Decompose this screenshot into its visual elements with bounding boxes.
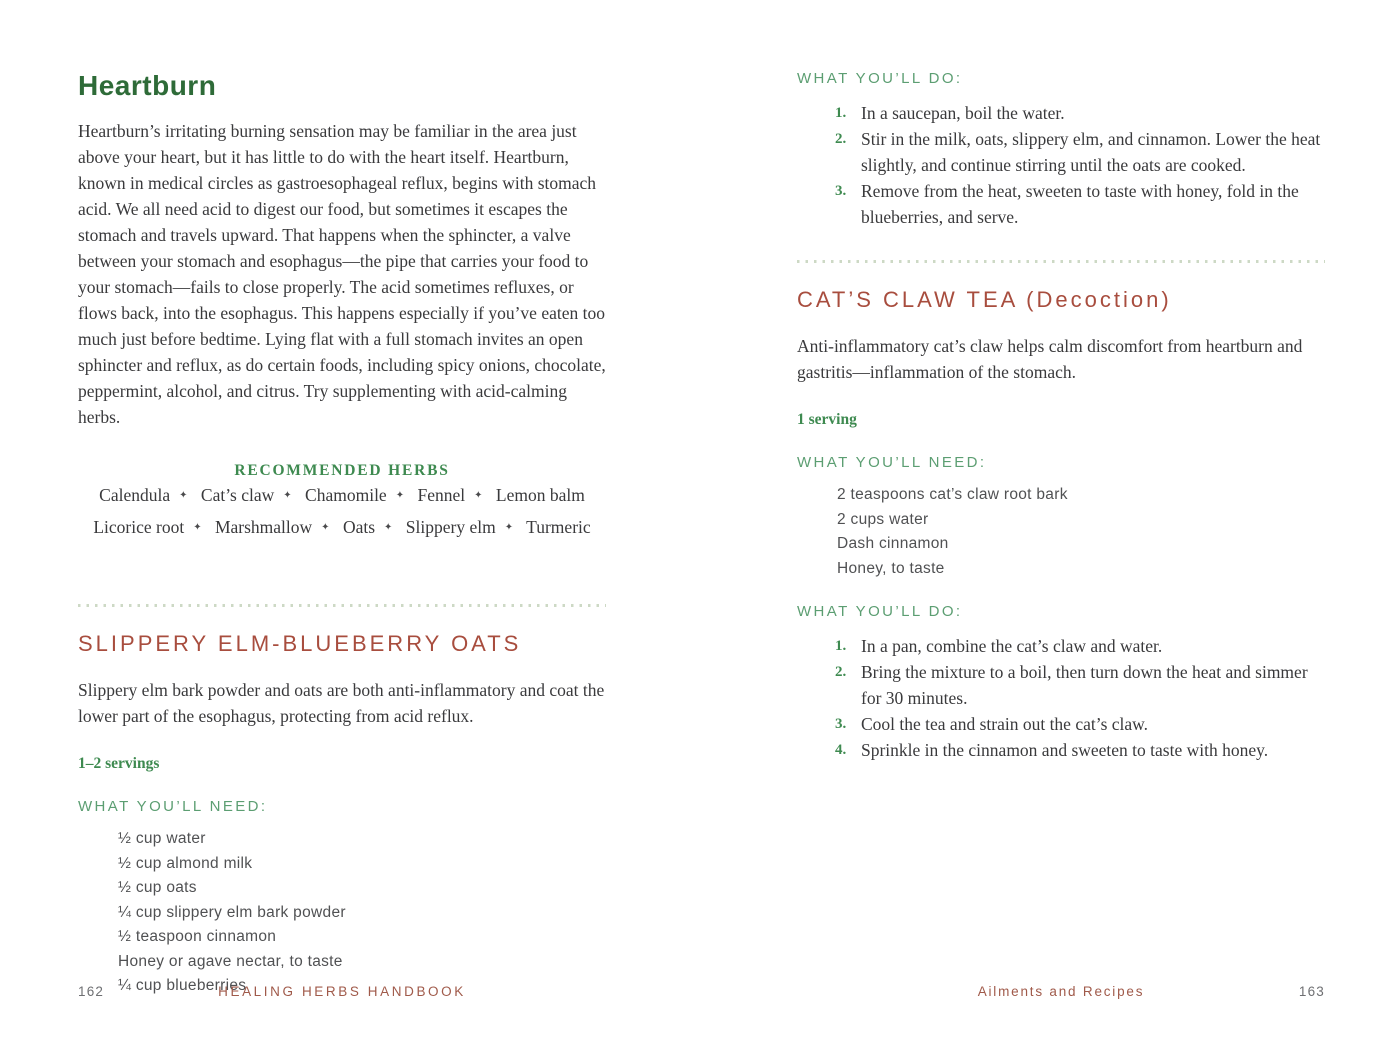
step-item [835, 659, 1325, 711]
diamond-bullet-icon: ✦ [179, 490, 188, 501]
need-heading: WHAT YOU’LL NEED: [797, 454, 987, 471]
herb-name: Calendula [99, 485, 171, 505]
ingredient-item: ¼ cup slippery elm bark powder [118, 903, 346, 921]
step-text: Stir in the milk, oats, slippery elm, and cinnamon. Lower the heat slightly, and continue stirring until the oats are cooked. [861, 129, 1321, 175]
diamond-bullet-icon: ✦ [504, 522, 514, 533]
running-title-section: Ailments and Recipes [977, 984, 1145, 999]
herb-name: Marshmallow [214, 517, 313, 537]
diamond-bullet-icon: ✦ [283, 490, 292, 501]
herb-name: Lemon balm [495, 485, 585, 505]
ingredient-item: 2 cups water [837, 510, 929, 528]
step-item [835, 126, 1325, 178]
steps-list [797, 633, 1325, 763]
running-title-book: HEALING HERBS HANDBOOK [218, 984, 466, 999]
step-number: 1. [835, 105, 847, 121]
need-heading: WHAT YOU’LL NEED: [78, 798, 268, 815]
dotted-divider [797, 260, 1325, 263]
step-item [835, 711, 1325, 737]
step-text: Sprinkle in the cinnamon and sweeten to taste with honey. [861, 740, 1269, 760]
servings-label: 1 serving [797, 411, 857, 428]
herb-name: Licorice root [93, 517, 185, 537]
do-heading-continued: WHAT YOU’LL DO: [797, 70, 963, 87]
step-item [835, 178, 1325, 230]
ingredients-list [797, 483, 1325, 581]
herb-name: Fennel [417, 485, 466, 505]
recipe-title-slippery-elm-blueberry-oats: SLIPPERY ELM-BLUEBERRY OATS [78, 631, 522, 656]
ailment-title: Heartburn [78, 70, 217, 101]
step-item [835, 737, 1325, 763]
do-heading: WHAT YOU’LL DO: [797, 603, 963, 620]
ingredient-item: ½ cup almond milk [118, 854, 253, 872]
ingredient-item: Dash cinnamon [837, 535, 949, 552]
ingredient-item: 2 teaspoons cat’s claw root bark [837, 486, 1068, 503]
herb-name: Turmeric [526, 517, 591, 537]
step-text: Cool the tea and strain out the cat’s claw. [861, 714, 1149, 734]
recipe-title-cats-claw-tea: CAT’S CLAW TEA (Decoction) [797, 287, 1172, 312]
diamond-bullet-icon: ✦ [384, 522, 393, 533]
diamond-bullet-icon: ✦ [193, 522, 202, 533]
recipe-description: Anti-inflammatory cat’s claw helps calm discomfort from heartburn and gastritis—inflammation of the stomach. [797, 336, 1303, 382]
steps-list-continued [797, 100, 1325, 230]
footer-left [78, 984, 606, 1004]
diamond-bullet-icon: ✦ [474, 490, 483, 501]
ailment-intro: Heartburn’s irritating burning sensation may be familiar in the area just above your heart, but it has little to do with the heart itself. Heartburn, known in medical circles as gastroesophageal reflux, begins with stomach acid. We all need acid to digest our food, but sometimes it escapes the stomach and travels upward. That happens when the sphincter, a valve between your stomach and esophagus—the pipe that carries your food to your stomach—fails to close properly. The acid sometimes refluxes, or flows back, into the esophagus. This happens especially if you’ve eaten too much just before bedtime. Lying flat with a full stomach invites an open sphincter and reflux, as do certain foods, including spicy onions, chocolate, peppermint, alcohol, and citrus. Try supplementing with acid-calming herbs. [78, 121, 606, 427]
step-text: In a saucepan, boil the water. [861, 103, 1065, 123]
dotted-divider [78, 604, 606, 607]
page-number: 163 [1298, 984, 1325, 999]
ingredients-list [78, 827, 606, 999]
ingredient-item: ½ cup water [118, 830, 206, 847]
herbs-line-1 [78, 482, 606, 512]
herb-name: Slippery elm [405, 517, 496, 537]
diamond-bullet-icon: ✦ [321, 522, 330, 533]
step-item [835, 100, 1325, 126]
step-number: 2. [835, 664, 847, 680]
herb-name: Cat’s claw [200, 485, 275, 505]
step-number: 1. [835, 638, 847, 654]
page-left [78, 0, 606, 1050]
page-right [797, 0, 1325, 1050]
herb-name: Chamomile [305, 485, 387, 505]
step-text: In a pan, combine the cat’s claw and water. [861, 636, 1163, 656]
step-number: 3. [835, 183, 847, 199]
diamond-bullet-icon: ✦ [395, 490, 405, 501]
ingredient-item: ¼ cup blueberries [118, 977, 247, 994]
recommended-herbs-block [78, 462, 606, 544]
footer-right [797, 984, 1325, 1004]
ingredient-item: Honey, to taste [837, 559, 945, 577]
ingredient-item: Honey or agave nectar, to taste [118, 952, 343, 970]
ingredient-item: ½ cup oats [118, 879, 197, 896]
page-number: 162 [78, 984, 105, 999]
recipe-description: Slippery elm bark powder and oats are both anti-inflammatory and coat the lower part of the esophagus, protecting from acid reflux. [78, 680, 605, 726]
step-text: Bring the mixture to a boil, then turn down the heat and simmer for 30 minutes. [861, 662, 1308, 708]
herbs-line-2 [78, 514, 606, 544]
step-number: 4. [835, 742, 847, 758]
step-number: 2. [835, 131, 847, 147]
recommended-herbs-heading: RECOMMENDED HERBS [234, 462, 450, 479]
step-text: Remove from the heat, sweeten to taste with honey, fold in the blueberries, and serve. [861, 181, 1299, 227]
step-item [835, 633, 1325, 659]
herb-name: Oats [342, 517, 376, 537]
step-number: 3. [835, 716, 847, 732]
servings-label: 1–2 servings [78, 755, 160, 772]
ingredient-item: ½ teaspoon cinnamon [118, 928, 277, 945]
